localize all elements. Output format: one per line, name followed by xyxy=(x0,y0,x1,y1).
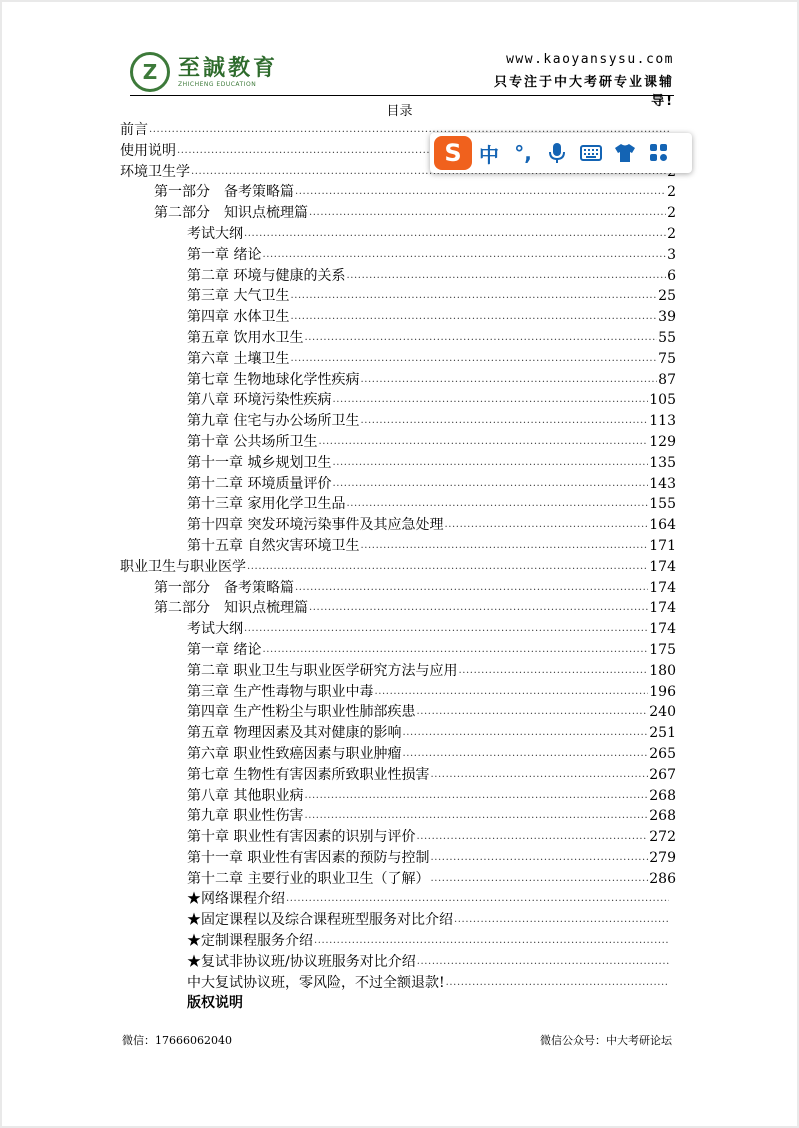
toc-entry[interactable] xyxy=(120,619,676,640)
toc-entry[interactable] xyxy=(120,973,676,994)
toc-entry-title: 第四章 水体卫生 xyxy=(187,309,290,326)
toc-leader-dots xyxy=(417,950,669,973)
toc-leader-dots xyxy=(402,721,648,744)
logo-text-block xyxy=(178,57,278,88)
toc-entry-title: 第一部分 备考策略篇 xyxy=(154,184,294,201)
toc-leader-dots xyxy=(332,388,648,411)
logo-english-name: ZHICHENG EDUCATION xyxy=(178,80,257,88)
toc-entry-title: 第十二章 主要行业的职业卫生（了解） xyxy=(187,870,430,887)
toc-entry-page: 105 xyxy=(649,392,676,409)
toc-entry-page: 113 xyxy=(649,413,676,430)
toc-entry-page: 251 xyxy=(649,725,676,742)
toc-entry-page: 279 xyxy=(649,849,676,866)
toc-leader-dots xyxy=(295,576,648,599)
toc-entry-title: 第六章 土壤卫生 xyxy=(187,350,290,367)
toc-leader-dots xyxy=(416,825,648,848)
site-url: www.kaoyansysu.com xyxy=(506,52,674,67)
toolbox-grid-icon[interactable] xyxy=(642,136,676,170)
toc-leader-dots xyxy=(318,430,648,453)
toc-entry-title: 第十四章 突发环境污染事件及其应急处理 xyxy=(187,517,444,534)
toc-entry-title: 第一章 绪论 xyxy=(187,641,262,658)
toc-entry[interactable] xyxy=(120,432,676,453)
toc-leader-dots xyxy=(454,908,669,931)
toc-entry-title: ★定制课程服务介绍 xyxy=(187,933,313,950)
logo-emblem: Z xyxy=(130,52,170,92)
toc-entry[interactable] xyxy=(120,307,676,328)
toc-entry-page: 196 xyxy=(649,683,676,700)
toc-entry-title: 中大复试协议班，零风险，不过全额退款! xyxy=(187,974,445,991)
toc-entry[interactable] xyxy=(120,786,676,807)
toc-entry[interactable] xyxy=(120,806,676,827)
toc-entry-page: 175 xyxy=(649,641,676,658)
toc-entry-title: 第二章 职业卫生与职业医学研究方法与应用 xyxy=(187,662,458,679)
brand-logo xyxy=(130,52,278,92)
toc-leader-dots xyxy=(332,472,648,495)
toc-entry[interactable] xyxy=(120,640,676,661)
microphone-icon[interactable] xyxy=(540,136,574,170)
header-divider xyxy=(130,95,674,96)
toc-leader-dots xyxy=(360,368,657,391)
toc-entry-title: 第八章 其他职业病 xyxy=(187,787,304,804)
toc-entry[interactable] xyxy=(120,245,676,266)
toc-entry-page: 174 xyxy=(649,621,676,638)
toc-leader-dots xyxy=(314,929,669,952)
toc-entry-title: 第十章 职业性有害因素的识别与评价 xyxy=(187,829,416,846)
logo-chinese-name: 至誠教育 xyxy=(178,55,279,81)
toc-entry-page: 75 xyxy=(658,350,676,367)
toc-entry-title: 使用说明 xyxy=(120,142,176,159)
toc-title: 目录 xyxy=(386,104,413,119)
table-of-contents xyxy=(120,120,676,1014)
toc-entry-page: 164 xyxy=(649,517,676,534)
toc-leader-dots xyxy=(430,867,648,890)
toc-leader-dots xyxy=(309,201,666,224)
toc-leader-dots xyxy=(430,846,648,869)
toc-entry[interactable] xyxy=(120,661,676,682)
toc-entry-page: 135 xyxy=(649,454,676,471)
toc-entry[interactable] xyxy=(120,474,676,495)
toc-entry[interactable] xyxy=(120,203,676,224)
toc-entry-title: 版权说明 xyxy=(187,995,243,1012)
toc-entry-page: 155 xyxy=(649,496,676,513)
toc-entry[interactable] xyxy=(120,889,676,910)
toc-leader-dots xyxy=(286,887,669,910)
toc-entry-title: ★固定课程以及综合课程班型服务对比介绍 xyxy=(187,912,453,929)
toc-entry[interactable] xyxy=(120,744,676,765)
toc-entry[interactable] xyxy=(120,931,676,952)
toc-entry[interactable] xyxy=(120,266,676,287)
toc-entry[interactable] xyxy=(120,515,676,536)
toc-entry[interactable] xyxy=(120,682,676,703)
toc-entry-title: 第二部分 知识点梳理篇 xyxy=(154,205,308,222)
toc-leader-dots xyxy=(458,659,648,682)
toc-entry-title: 第二章 环境与健康的关系 xyxy=(187,267,346,284)
toc-entry[interactable] xyxy=(120,370,676,391)
toc-entry-title: 第十三章 家用化学卫生品 xyxy=(187,496,346,513)
toc-leader-dots xyxy=(416,700,648,723)
toc-leader-dots xyxy=(290,347,657,370)
toc-entry[interactable] xyxy=(120,328,676,349)
toc-entry-title: 第六章 职业性致癌因素与职业肿瘤 xyxy=(187,745,402,762)
toc-entry[interactable] xyxy=(120,411,676,432)
ime-toolbar[interactable] xyxy=(430,133,692,173)
toc-leader-dots xyxy=(247,555,648,578)
toc-leader-dots xyxy=(262,638,648,661)
toc-leader-dots xyxy=(295,180,666,203)
toc-entry-page: 286 xyxy=(649,870,676,887)
toc-entry-page: 268 xyxy=(649,808,676,825)
toc-entry-page: 87 xyxy=(658,371,676,388)
toc-entry-page: 2 xyxy=(667,225,676,242)
toc-entry-page: 25 xyxy=(658,288,676,305)
toc-entry[interactable] xyxy=(120,349,676,370)
toc-entry-title: 第五章 物理因素及其对健康的影响 xyxy=(187,725,402,742)
toc-entry[interactable] xyxy=(120,453,676,474)
toc-entry[interactable] xyxy=(120,390,676,411)
footer-official-account: 微信公众号：中大考研论坛 xyxy=(540,1034,672,1047)
toc-entry[interactable] xyxy=(120,286,676,307)
toc-leader-dots xyxy=(304,326,657,349)
toc-entry-title: 第九章 职业性伤害 xyxy=(187,808,304,825)
slogan: 只专注于中大考研专业课辅导! xyxy=(493,75,674,109)
toc-leader-dots xyxy=(444,513,648,536)
toc-entry-page: 180 xyxy=(649,662,676,679)
toc-entry[interactable] xyxy=(120,952,676,973)
toc-leader-dots xyxy=(304,784,648,807)
toc-leader-dots xyxy=(290,284,657,307)
toc-leader-dots xyxy=(244,617,648,640)
toc-entry[interactable] xyxy=(120,224,676,245)
toc-entry-page: 129 xyxy=(649,433,676,450)
toc-entry-title: 第七章 生物性有害因素所致职业性损害 xyxy=(187,766,430,783)
toc-entry-title: 第十五章 自然灾害环境卫生 xyxy=(187,537,360,554)
ime-punct-button[interactable]: °, xyxy=(514,141,532,165)
toc-leader-dots xyxy=(244,222,666,245)
toc-entry-page: 2 xyxy=(667,205,676,222)
toc-entry-page: 174 xyxy=(649,558,676,575)
toc-entry[interactable] xyxy=(120,993,676,1014)
toc-leader-dots xyxy=(332,451,648,474)
skin-shirt-icon[interactable] xyxy=(608,136,642,170)
toc-entry-title: 第十章 公共场所卫生 xyxy=(187,433,318,450)
toc-entry-title: 第一部分 备考策略篇 xyxy=(154,579,294,596)
toc-entry-page: 2 xyxy=(667,184,676,201)
toc-entry-page: 39 xyxy=(658,309,676,326)
toc-entry-title: 第四章 生产性粉尘与职业性肺部疾患 xyxy=(187,704,416,721)
toc-entry-title: 第十二章 环境质量评价 xyxy=(187,475,332,492)
toc-leader-dots xyxy=(374,680,648,703)
toc-entry-page: 6 xyxy=(667,267,676,284)
toc-entry-title: 第五章 饮用水卫生 xyxy=(187,329,304,346)
toc-entry-title: 考试大纲 xyxy=(187,225,243,242)
toc-leader-dots xyxy=(262,243,666,266)
toc-leader-dots xyxy=(304,804,648,827)
toc-entry-title: ★网络课程介绍 xyxy=(187,891,285,908)
toc-entry[interactable] xyxy=(120,827,676,848)
toc-entry-page: 240 xyxy=(649,704,676,721)
toc-leader-dots xyxy=(309,596,648,619)
toc-entry[interactable] xyxy=(120,765,676,786)
toc-entry-page: 265 xyxy=(649,745,676,762)
toc-leader-dots xyxy=(430,763,648,786)
toc-entry-title: 第一章 绪论 xyxy=(187,246,262,263)
toc-leader-dots xyxy=(360,534,648,557)
toc-entry[interactable] xyxy=(120,848,676,869)
keyboard-icon[interactable] xyxy=(574,136,608,170)
toc-entry-page: 55 xyxy=(658,329,676,346)
toc-entry[interactable] xyxy=(120,536,676,557)
ime-mode-button[interactable]: 中 xyxy=(479,142,499,167)
toc-entry-title: 考试大纲 xyxy=(187,621,243,638)
toc-entry-title: 第九章 住宅与办公场所卫生 xyxy=(187,413,360,430)
toc-entry[interactable] xyxy=(120,494,676,515)
toc-entry-page: 143 xyxy=(649,475,676,492)
toc-entry-title: 第三章 生产性毒物与职业中毒 xyxy=(187,683,374,700)
toc-leader-dots xyxy=(402,742,648,765)
toc-entry[interactable] xyxy=(120,869,676,890)
toc-entry-page: 268 xyxy=(649,787,676,804)
toc-entry-title: 第二部分 知识点梳理篇 xyxy=(154,600,308,617)
toc-leader-dots xyxy=(346,492,648,515)
toc-entry-title: 第八章 环境污染性疾病 xyxy=(187,392,332,409)
toc-leader-dots xyxy=(446,971,669,994)
footer-wechat: 微信：17666062040 xyxy=(122,1034,232,1047)
toc-entry[interactable] xyxy=(120,910,676,931)
toc-entry-title: 第三章 大气卫生 xyxy=(187,288,290,305)
toc-leader-dots xyxy=(290,305,657,328)
toc-entry-page: 174 xyxy=(649,579,676,596)
toc-entry-title: 第十一章 城乡规划卫生 xyxy=(187,454,332,471)
toc-entry-title: 第十一章 职业性有害因素的预防与控制 xyxy=(187,849,430,866)
toc-entry[interactable] xyxy=(120,598,676,619)
toc-entry[interactable] xyxy=(120,723,676,744)
toc-entry-title: 前言 xyxy=(120,122,148,138)
toc-entry-page: 171 xyxy=(649,537,676,554)
sogou-logo-icon[interactable]: S xyxy=(434,136,472,170)
toc-entry-title: 职业卫生与职业医学 xyxy=(120,558,246,575)
toc-entry-title: 第七章 生物地球化学性疾病 xyxy=(187,371,360,388)
toc-entry-page: 3 xyxy=(667,246,676,263)
toc-leader-dots xyxy=(346,264,666,287)
toc-entry-title: 环境卫生学 xyxy=(120,163,190,180)
toc-entry-title: ★复试非协议班/协议班服务对比介绍 xyxy=(187,953,416,970)
toc-leader-dots xyxy=(360,409,648,432)
toc-entry-page: 267 xyxy=(649,766,676,783)
toc-entry[interactable] xyxy=(120,578,676,599)
toc-entry-page: 174 xyxy=(649,600,676,617)
toc-entry-page: 272 xyxy=(649,829,676,846)
toc-entry[interactable] xyxy=(120,557,676,578)
toc-entry[interactable] xyxy=(120,702,676,723)
toc-entry[interactable] xyxy=(120,182,676,203)
